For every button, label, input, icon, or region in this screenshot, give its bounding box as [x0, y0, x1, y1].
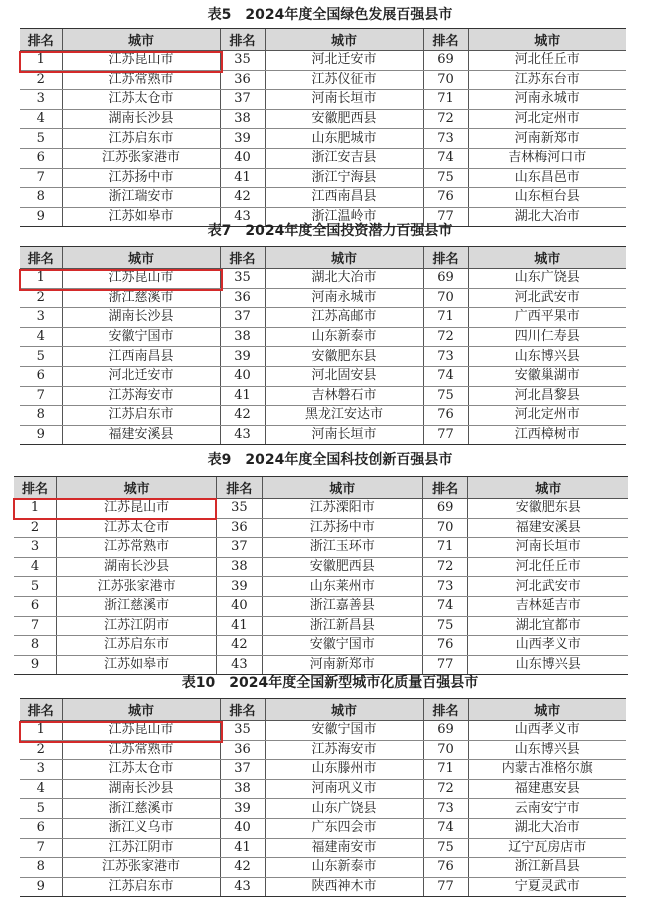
city-cell: 山东新泰市 [265, 327, 423, 347]
header-row [20, 699, 626, 721]
rank-cell: 42 [220, 858, 265, 878]
table-row [14, 596, 628, 616]
rank-cell: 42 [220, 406, 265, 426]
rank-cell: 39 [220, 129, 265, 149]
rank-cell: 38 [220, 327, 265, 347]
rank-cell: 3 [20, 760, 62, 780]
rank-cell: 35 [220, 269, 265, 289]
header-row [20, 29, 626, 51]
table9-wrapper [0, 476, 660, 673]
rank-cell: 40 [220, 366, 265, 386]
city-cell: 江苏扬中市 [262, 518, 422, 538]
table-caption: 表9 2024年度全国科技创新百强县市 [207, 452, 453, 468]
rank-cell: 1 [20, 721, 62, 741]
table-row [20, 347, 626, 367]
city-cell: 湖南长沙县 [62, 308, 220, 328]
table-row [14, 616, 628, 636]
rank-header: 排名 [20, 699, 62, 721]
city-cell: 江苏昆山市 [57, 499, 217, 519]
rank-cell: 41 [220, 386, 265, 406]
table-row [20, 288, 626, 308]
city-cell: 宁夏灵武市 [468, 877, 626, 897]
table7-section [0, 220, 660, 242]
rank-cell: 6 [20, 148, 62, 168]
rank-cell: 9 [20, 425, 62, 445]
city-cell: 浙江新昌县 [468, 858, 626, 878]
rank-cell: 38 [220, 109, 265, 129]
header-row [14, 477, 628, 499]
city-cell: 安徽肥东县 [265, 347, 423, 367]
table-row [20, 90, 626, 110]
city-cell: 湖北大冶市 [265, 269, 423, 289]
city-cell: 浙江宁海县 [265, 168, 423, 188]
city-cell: 吉林梅河口市 [468, 148, 626, 168]
city-cell: 江苏张家港市 [62, 858, 220, 878]
city-cell: 黑龙江安达市 [265, 406, 423, 426]
rank-cell: 77 [423, 425, 468, 445]
city-cell: 安徽宁国市 [62, 327, 220, 347]
table-row [20, 799, 626, 819]
city-cell: 湖南长沙县 [62, 779, 220, 799]
rank-cell: 3 [14, 538, 57, 558]
table-row [14, 499, 628, 519]
city-cell: 浙江义乌市 [62, 818, 220, 838]
rank-cell: 69 [423, 269, 468, 289]
rank-header: 排名 [423, 699, 468, 721]
rank-cell: 7 [14, 616, 57, 636]
table5-section [0, 4, 660, 26]
rank-cell: 41 [220, 168, 265, 188]
rank-cell: 70 [423, 288, 468, 308]
table-caption: 表10 2024年度全国新型城市化质量百强县市 [181, 675, 479, 691]
city-cell: 广西平果市 [468, 308, 626, 328]
table-row [20, 269, 626, 289]
city-cell: 山西孝义市 [468, 721, 626, 741]
city-cell: 江苏海安市 [265, 740, 423, 760]
rank-cell: 4 [14, 557, 57, 577]
rank-header: 排名 [220, 699, 265, 721]
rank-cell: 69 [422, 499, 468, 519]
city-cell: 江苏如皋市 [57, 655, 217, 675]
city-cell: 山东滕州市 [265, 760, 423, 780]
rank-cell: 37 [220, 90, 265, 110]
rank-cell: 77 [423, 877, 468, 897]
city-cell: 浙江玉环市 [262, 538, 422, 558]
city-cell: 山东广饶县 [265, 799, 423, 819]
city-cell: 广东四会市 [265, 818, 423, 838]
table-row [14, 636, 628, 656]
rank-cell: 72 [423, 779, 468, 799]
table5-wrapper [0, 28, 660, 225]
city-cell: 山西孝义市 [468, 636, 628, 656]
table-row [20, 425, 626, 445]
table-row [20, 877, 626, 897]
city-cell: 山东广饶县 [468, 269, 626, 289]
rank-cell: 40 [220, 148, 265, 168]
city-header: 城市 [468, 247, 626, 269]
rank-cell: 71 [423, 760, 468, 780]
rank-cell: 37 [220, 308, 265, 328]
rank-cell: 8 [20, 406, 62, 426]
rank-cell: 40 [217, 596, 263, 616]
rank-cell: 8 [14, 636, 57, 656]
table-row [14, 518, 628, 538]
rank-cell: 8 [20, 188, 62, 208]
city-cell: 山东博兴县 [468, 655, 628, 675]
city-header: 城市 [62, 699, 220, 721]
rank-cell: 36 [220, 288, 265, 308]
city-cell: 河北武安市 [468, 577, 628, 597]
rank-cell: 73 [423, 129, 468, 149]
city-cell: 江苏江阴市 [57, 616, 217, 636]
table-caption: 表5 2024年度全国绿色发展百强县市 [207, 7, 453, 23]
city-cell: 河北迁安市 [265, 51, 423, 71]
city-header: 城市 [62, 29, 220, 51]
table-row [20, 148, 626, 168]
rank-cell: 35 [220, 51, 265, 71]
city-cell: 江苏江阴市 [62, 838, 220, 858]
rank-cell: 1 [14, 499, 57, 519]
rank-cell: 39 [220, 347, 265, 367]
city-cell: 山东新泰市 [265, 858, 423, 878]
rank-cell: 76 [423, 188, 468, 208]
city-cell: 安徽宁国市 [265, 721, 423, 741]
city-cell: 江苏昆山市 [62, 269, 220, 289]
table-row [14, 538, 628, 558]
ranking-table-10 [20, 698, 626, 897]
rank-cell: 4 [20, 779, 62, 799]
city-cell: 浙江温岭市 [265, 207, 423, 227]
table-row [20, 168, 626, 188]
city-cell: 江苏昆山市 [62, 51, 220, 71]
city-cell: 浙江瑞安市 [62, 188, 220, 208]
city-header: 城市 [265, 29, 423, 51]
city-cell: 河南新郑市 [262, 655, 422, 675]
city-cell: 吉林延吉市 [468, 596, 628, 616]
city-cell: 安徽肥西县 [262, 557, 422, 577]
rank-cell: 35 [220, 721, 265, 741]
rank-cell: 69 [423, 51, 468, 71]
city-header: 城市 [468, 477, 628, 499]
city-cell: 江苏高邮市 [265, 308, 423, 328]
rank-cell: 1 [20, 51, 62, 71]
city-cell: 山东博兴县 [468, 740, 626, 760]
rank-cell: 3 [20, 90, 62, 110]
header-row [20, 247, 626, 269]
rank-cell: 74 [423, 148, 468, 168]
city-cell: 河南永城市 [468, 90, 626, 110]
city-header: 城市 [265, 247, 423, 269]
city-cell: 江苏常熟市 [62, 740, 220, 760]
city-cell: 江苏海安市 [62, 386, 220, 406]
rank-header: 排名 [20, 247, 62, 269]
city-cell: 江苏仪征市 [265, 70, 423, 90]
table-row [20, 818, 626, 838]
rank-cell: 75 [423, 168, 468, 188]
city-cell: 浙江慈溪市 [62, 799, 220, 819]
rank-cell: 6 [20, 366, 62, 386]
rank-cell: 36 [220, 70, 265, 90]
rank-cell: 75 [422, 616, 468, 636]
city-cell: 河南长垣市 [265, 425, 423, 445]
city-cell: 浙江嘉善县 [262, 596, 422, 616]
rank-cell: 74 [423, 818, 468, 838]
city-cell: 福建惠安县 [468, 779, 626, 799]
rank-cell: 6 [14, 596, 57, 616]
city-header: 城市 [468, 29, 626, 51]
table-row [20, 129, 626, 149]
table10-wrapper [0, 698, 660, 895]
city-cell: 江苏启东市 [62, 877, 220, 897]
city-cell: 内蒙古准格尔旗 [468, 760, 626, 780]
table-row [20, 760, 626, 780]
table-row [20, 838, 626, 858]
table7-wrapper [0, 246, 660, 442]
rank-cell: 73 [422, 577, 468, 597]
city-cell: 江西南昌县 [62, 347, 220, 367]
city-cell: 湖北宜都市 [468, 616, 628, 636]
city-cell: 湖北大冶市 [468, 207, 626, 227]
rank-cell: 77 [423, 207, 468, 227]
city-cell: 安徽巢湖市 [468, 366, 626, 386]
rank-header: 排名 [14, 477, 57, 499]
rank-cell: 70 [422, 518, 468, 538]
city-cell: 河南永城市 [265, 288, 423, 308]
rank-cell: 39 [217, 577, 263, 597]
city-cell: 江苏张家港市 [57, 577, 217, 597]
rank-cell: 7 [20, 386, 62, 406]
city-header: 城市 [57, 477, 217, 499]
rank-cell: 42 [217, 636, 263, 656]
rank-cell: 2 [20, 740, 62, 760]
city-cell: 浙江安吉县 [265, 148, 423, 168]
city-cell: 河南新郑市 [468, 129, 626, 149]
table-row [20, 386, 626, 406]
city-cell: 江苏昆山市 [62, 721, 220, 741]
table-row [20, 406, 626, 426]
rank-cell: 37 [220, 760, 265, 780]
city-cell: 江苏启东市 [57, 636, 217, 656]
city-cell: 河北定州市 [468, 109, 626, 129]
rank-cell: 76 [422, 636, 468, 656]
city-cell: 河南巩义市 [265, 779, 423, 799]
table-row [20, 366, 626, 386]
rank-cell: 41 [217, 616, 263, 636]
city-cell: 江西樟树市 [468, 425, 626, 445]
rank-cell: 6 [20, 818, 62, 838]
city-cell: 福建安溪县 [468, 518, 628, 538]
table-row [20, 70, 626, 90]
city-cell: 江苏东台市 [468, 70, 626, 90]
rank-cell: 40 [220, 818, 265, 838]
rank-cell: 77 [422, 655, 468, 675]
rank-cell: 5 [14, 577, 57, 597]
city-cell: 江苏常熟市 [62, 70, 220, 90]
rank-cell: 43 [220, 425, 265, 445]
rank-header: 排名 [220, 247, 265, 269]
city-cell: 湖南长沙县 [57, 557, 217, 577]
city-cell: 江苏启东市 [62, 129, 220, 149]
city-cell: 河北固安县 [265, 366, 423, 386]
city-cell: 江苏如皋市 [62, 207, 220, 227]
city-cell: 安徽宁国市 [262, 636, 422, 656]
city-cell: 福建安溪县 [62, 425, 220, 445]
ranking-table-5 [20, 28, 626, 227]
rank-header: 排名 [220, 29, 265, 51]
rank-header: 排名 [20, 29, 62, 51]
city-cell: 浙江慈溪市 [62, 288, 220, 308]
table-row [20, 327, 626, 347]
rank-cell: 41 [220, 838, 265, 858]
city-cell: 河北任丘市 [468, 51, 626, 71]
rank-cell: 2 [14, 518, 57, 538]
rank-cell: 43 [220, 877, 265, 897]
city-cell: 山东莱州市 [262, 577, 422, 597]
table-row [20, 721, 626, 741]
table-row [14, 577, 628, 597]
city-cell: 河北武安市 [468, 288, 626, 308]
city-cell: 安徽肥东县 [468, 499, 628, 519]
rank-cell: 36 [220, 740, 265, 760]
rank-cell: 38 [217, 557, 263, 577]
city-header: 城市 [265, 699, 423, 721]
rank-cell: 76 [423, 858, 468, 878]
rank-cell: 70 [423, 740, 468, 760]
rank-cell: 7 [20, 168, 62, 188]
rank-cell: 4 [20, 109, 62, 129]
table-row [20, 779, 626, 799]
table-row [20, 308, 626, 328]
rank-cell: 42 [220, 188, 265, 208]
city-cell: 河南长垣市 [265, 90, 423, 110]
rank-cell: 37 [217, 538, 263, 558]
rank-header: 排名 [423, 247, 468, 269]
city-cell: 江苏常熟市 [57, 538, 217, 558]
rank-cell: 2 [20, 288, 62, 308]
city-cell: 江西南昌县 [265, 188, 423, 208]
rank-cell: 43 [217, 655, 263, 675]
city-cell: 江苏溧阳市 [262, 499, 422, 519]
table10-section [0, 672, 660, 694]
rank-cell: 9 [20, 207, 62, 227]
city-cell: 山东肥城市 [265, 129, 423, 149]
rank-cell: 9 [14, 655, 57, 675]
rank-cell: 72 [423, 327, 468, 347]
table-row [14, 557, 628, 577]
city-cell: 河北迁安市 [62, 366, 220, 386]
rank-cell: 75 [423, 386, 468, 406]
city-cell: 江苏启东市 [62, 406, 220, 426]
rank-cell: 1 [20, 269, 62, 289]
city-cell: 福建南安市 [265, 838, 423, 858]
rank-header: 排名 [217, 477, 263, 499]
ranking-table-7 [20, 246, 626, 445]
rank-cell: 73 [423, 347, 468, 367]
table9-section [0, 449, 660, 471]
rank-header: 排名 [423, 29, 468, 51]
city-cell: 山东桓台县 [468, 188, 626, 208]
rank-cell: 5 [20, 129, 62, 149]
table-row [20, 109, 626, 129]
rank-cell: 38 [220, 779, 265, 799]
city-cell: 山东昌邑市 [468, 168, 626, 188]
rank-cell: 76 [423, 406, 468, 426]
rank-cell: 74 [423, 366, 468, 386]
rank-cell: 74 [422, 596, 468, 616]
city-cell: 湖南长沙县 [62, 109, 220, 129]
city-cell: 河北定州市 [468, 406, 626, 426]
table-row [20, 188, 626, 208]
rank-cell: 71 [423, 90, 468, 110]
rank-cell: 35 [217, 499, 263, 519]
city-cell: 吉林磐石市 [265, 386, 423, 406]
city-cell: 江苏太仓市 [62, 760, 220, 780]
rank-cell: 75 [423, 838, 468, 858]
rank-cell: 43 [220, 207, 265, 227]
city-cell: 陕西神木市 [265, 877, 423, 897]
rank-cell: 8 [20, 858, 62, 878]
city-cell: 四川仁寿县 [468, 327, 626, 347]
city-cell: 山东博兴县 [468, 347, 626, 367]
rank-cell: 5 [20, 799, 62, 819]
city-cell: 浙江新昌县 [262, 616, 422, 636]
city-cell: 江苏太仓市 [62, 90, 220, 110]
table-caption: 表7 2024年度全国投资潜力百强县市 [207, 223, 453, 239]
ranking-table-9 [14, 476, 628, 675]
rank-cell: 2 [20, 70, 62, 90]
rank-cell: 70 [423, 70, 468, 90]
rank-cell: 5 [20, 347, 62, 367]
rank-cell: 36 [217, 518, 263, 538]
rank-cell: 39 [220, 799, 265, 819]
city-cell: 河北任丘市 [468, 557, 628, 577]
city-cell: 辽宁瓦房店市 [468, 838, 626, 858]
rank-cell: 71 [422, 538, 468, 558]
rank-cell: 7 [20, 838, 62, 858]
rank-cell: 72 [422, 557, 468, 577]
rank-cell: 9 [20, 877, 62, 897]
city-header: 城市 [262, 477, 422, 499]
table-row [20, 740, 626, 760]
rank-cell: 71 [423, 308, 468, 328]
city-cell: 安徽肥西县 [265, 109, 423, 129]
city-cell: 浙江慈溪市 [57, 596, 217, 616]
rank-cell: 3 [20, 308, 62, 328]
rank-header: 排名 [422, 477, 468, 499]
city-cell: 河南长垣市 [468, 538, 628, 558]
city-cell: 云南安宁市 [468, 799, 626, 819]
city-header: 城市 [62, 247, 220, 269]
rank-cell: 73 [423, 799, 468, 819]
rank-cell: 4 [20, 327, 62, 347]
city-cell: 河北昌黎县 [468, 386, 626, 406]
city-cell: 江苏太仓市 [57, 518, 217, 538]
city-cell: 江苏扬中市 [62, 168, 220, 188]
table-row [20, 51, 626, 71]
rank-cell: 72 [423, 109, 468, 129]
rank-cell: 69 [423, 721, 468, 741]
city-header: 城市 [468, 699, 626, 721]
city-cell: 江苏张家港市 [62, 148, 220, 168]
table-row [20, 858, 626, 878]
city-cell: 湖北大冶市 [468, 818, 626, 838]
